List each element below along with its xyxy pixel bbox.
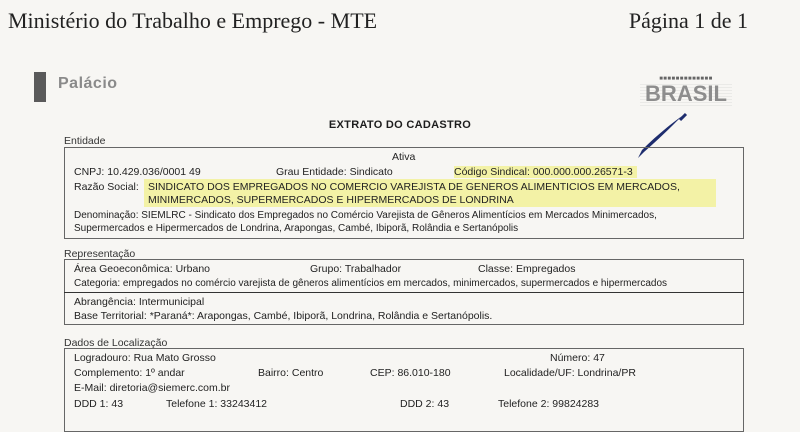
area-label: Área Geoeconômica: <box>74 263 173 275</box>
localidade-value: Londrina/PR <box>577 367 636 379</box>
ddd2-value: 43 <box>437 398 450 410</box>
categoria-field <box>74 278 667 289</box>
area-field <box>74 263 210 275</box>
localidade-field <box>504 367 636 379</box>
denominacao-label: Denominação: <box>74 210 139 221</box>
complemento-field <box>74 367 185 379</box>
telefone2-field <box>498 398 599 410</box>
status-value: Ativa <box>392 151 416 163</box>
ddd2-label: DDD 2: <box>400 398 435 410</box>
ddd1-label: DDD 1: <box>74 398 109 410</box>
brasil-logo <box>640 76 732 108</box>
classe-label: Classe: <box>478 263 514 275</box>
telefone1-field <box>166 398 267 410</box>
categoria-divider <box>64 292 744 293</box>
logradouro-value: Rua Mato Grosso <box>133 352 216 364</box>
base-territorial-value: *Paraná*: Arapongas, Cambé, Ibiporã, Londrina, Rolândia e Sertanópolis. <box>149 310 493 322</box>
abrangencia-value: Intermunicipal <box>138 296 205 308</box>
email-value: diretoria@siemerc.com.br <box>109 382 230 394</box>
cep-field <box>370 367 451 379</box>
brasil-logo-word: BRASIL <box>640 82 732 106</box>
bairro-label: Bairro: <box>258 367 289 379</box>
logradouro-field <box>74 352 216 364</box>
email-label: E-Mail: <box>74 382 107 394</box>
cnpj-value: 10.429.036/0001 49 <box>107 166 201 178</box>
grau-label: Grau Entidade: <box>276 166 347 178</box>
razao-line-1: SINDICATO DOS EMPREGADOS NO COMERCIO VAREJISTA DE GENEROS ALIMENTICIOS EM MERCADOS, <box>148 181 680 193</box>
grau-value: Sindicato <box>349 166 393 178</box>
grupo-value: Trabalhador <box>344 263 402 275</box>
logo-mark <box>34 72 46 102</box>
classe-field <box>478 263 575 275</box>
cnpj-label: CNPJ: <box>74 166 105 178</box>
ddd2-field <box>400 398 449 410</box>
section-label-representacao: Representação <box>64 248 136 260</box>
email-field <box>74 382 230 394</box>
base-territorial-field <box>74 310 492 322</box>
area-value: Urbano <box>175 263 211 275</box>
cep-value: 86.010-180 <box>397 367 451 379</box>
grau-field <box>276 166 393 178</box>
categoria-label: Categoria: <box>74 278 121 289</box>
grupo-field <box>310 263 401 275</box>
base-territorial-label: Base Territorial: <box>74 310 147 322</box>
grupo-label: Grupo: <box>310 263 343 275</box>
bairro-field <box>258 367 323 379</box>
classe-value: Empregados <box>515 263 576 275</box>
razao-line-2: MINIMERCADOS, SUPERMERCADOS E HIPERMERCADOS DE LONDRINA <box>148 194 514 206</box>
complemento-label: Complemento: <box>74 367 143 379</box>
telefone2-value: 99824283 <box>552 398 600 410</box>
logo-text: Palácio <box>58 75 118 92</box>
bairro-value: Centro <box>291 367 324 379</box>
denominacao-value: SIEMLRC - Sindicato dos Empregados no Comércio Varejista de Gêneros Alimentícios em Mercados Minimercados, <box>141 210 657 221</box>
complemento-value: 1º andar <box>145 367 185 379</box>
numero-value: 47 <box>593 352 605 364</box>
telefone1-label: Telefone 1: <box>166 398 218 410</box>
numero-label: Número: <box>550 352 591 364</box>
codigo-label: Código Sindical: <box>454 166 530 178</box>
numero-field <box>550 352 605 364</box>
razao-label: Razão Social: <box>74 181 139 193</box>
section-label-entidade: Entidade <box>64 135 106 147</box>
abrangencia-field <box>74 296 204 308</box>
ddd1-value: 43 <box>111 398 124 410</box>
abrangencia-label: Abrangência: <box>74 296 136 308</box>
document-title: EXTRATO DO CADASTRO <box>328 119 472 131</box>
codigo-field <box>454 166 637 178</box>
denominacao-line-2: Supermercados e Hipermercados de Londrina, Arapongas, Cambé, Ibiporã, Rolândia e Sertanópolis <box>74 223 519 234</box>
cnpj-field <box>74 166 201 178</box>
telefone1-value: 33243412 <box>220 398 268 410</box>
ministry-title: Ministério do Trabalho e Emprego - MTE <box>8 8 378 33</box>
cep-label: CEP: <box>370 367 395 379</box>
codigo-value: 000.000.000.26571-3 <box>532 166 633 178</box>
section-label-localizacao: Dados de Localização <box>64 337 168 349</box>
localidade-label: Localidade/UF: <box>504 367 575 379</box>
denominacao-line-1 <box>74 210 657 221</box>
logradouro-label: Logradouro: <box>74 352 131 364</box>
telefone2-label: Telefone 2: <box>498 398 550 410</box>
categoria-value: empregados no comércio varejista de gêneros alimentícios em mercados, minimercados, supermercados e hipermercados <box>122 278 668 289</box>
brasil-logo-tagline: ■■■■■■■■■■■■■ <box>659 76 713 82</box>
page-number: Página 1 de 1 <box>628 8 748 33</box>
ddd1-field <box>74 398 123 410</box>
